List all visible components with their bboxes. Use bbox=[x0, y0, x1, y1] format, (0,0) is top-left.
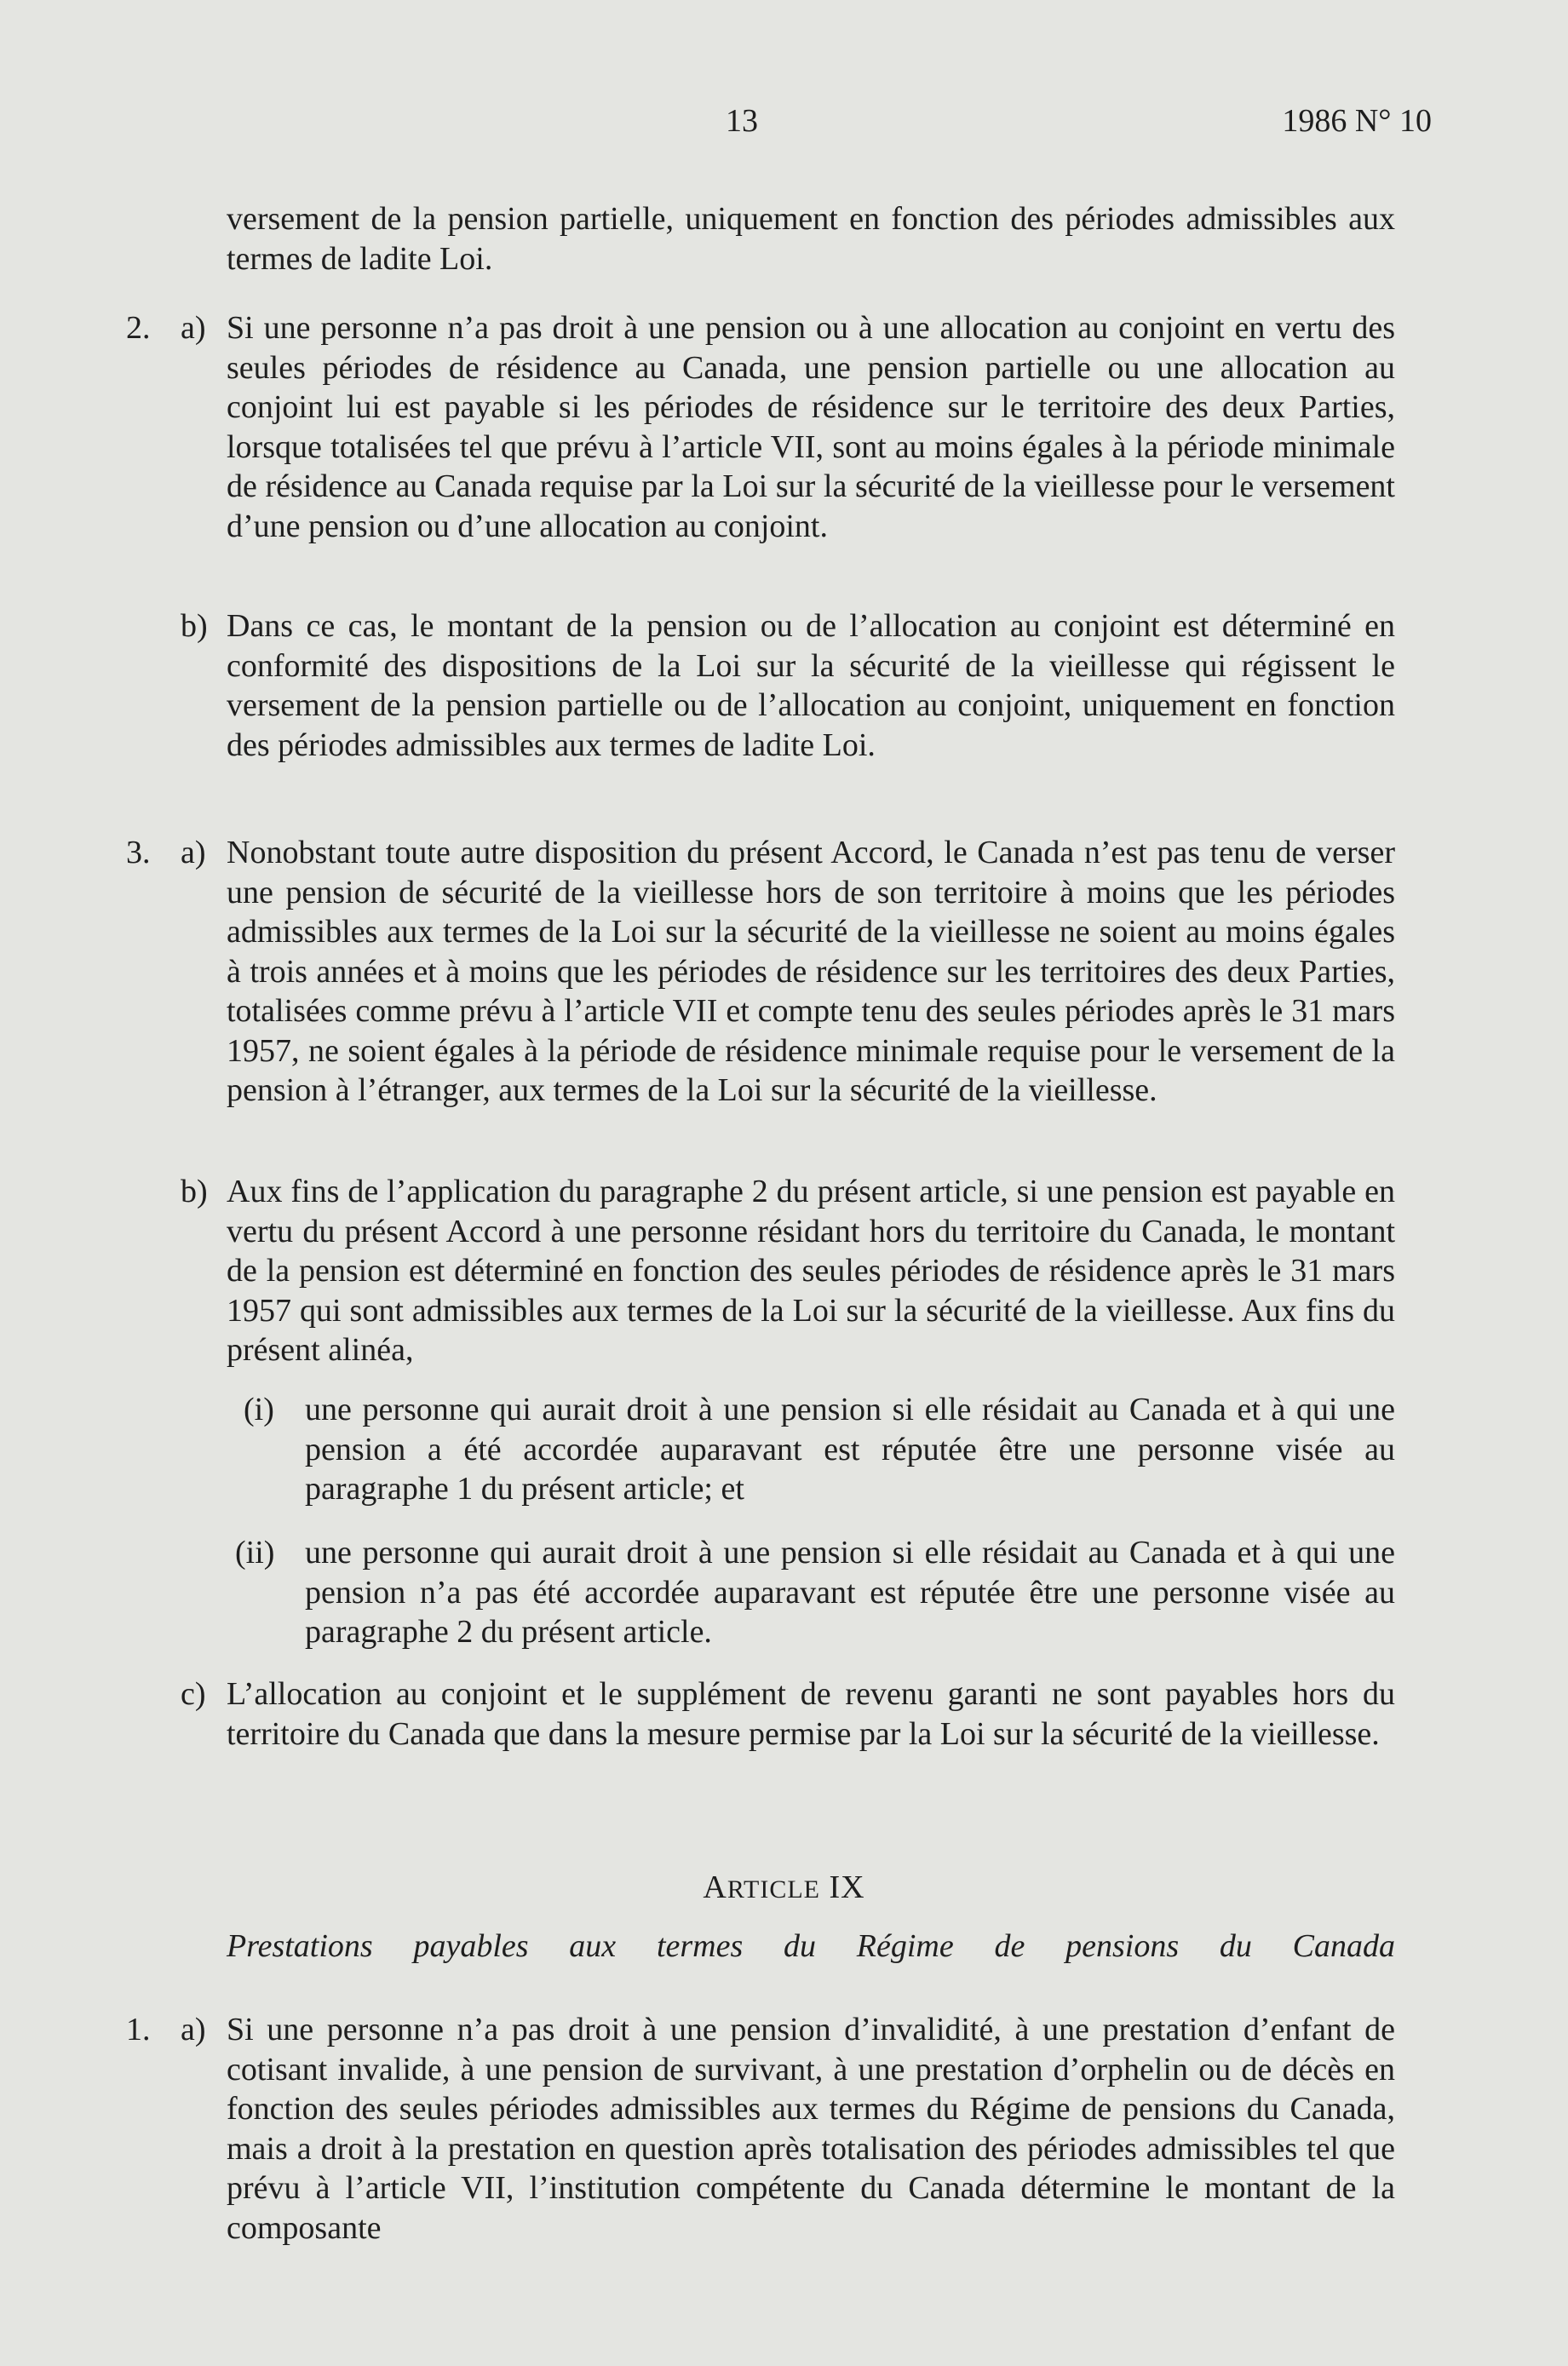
subclause-text: une personne qui aurait droit à une pension si elle résidait au Canada et à qui une pension a été accordée auparavant est réputée être une personne visée au paragraphe 1 du présent article; et bbox=[305, 1392, 1395, 1507]
subclause-text: une personne qui aurait droit à une pension si elle résidait au Canada et à qui une pension n’a pas été accordée auparavant est réputée être une personne visée au paragraphe 2 du présent article. bbox=[305, 1535, 1395, 1650]
clause-number: 2. bbox=[126, 310, 151, 346]
clause-text: Nonobstant toute autre disposition du présent Accord, le Canada n’est pas tenu de verser une pension de sécurité de la vieillesse hors de son territoire à moins que les périodes admissibles aux termes de la Loi sur la sécurité de la vieillesse ne soient au moins égales à trois années et à moins que les périodes de résidence sur les territoires des deux Parties, totalisées comme prévu à l’article VII et compte tenu des seules périodes après le 31 mars 1957, ne soient égales à la période de résidence minimale requise pour le versement de la pension à l’étranger, aux termes de la Loi sur la sécurité de la vieillesse. bbox=[227, 835, 1395, 1108]
clause-letter: b) bbox=[181, 1174, 208, 1209]
clause-text: Si une personne n’a pas droit à une pension d’invalidité, à une prestation d’enfant de cotisant invalide, à une pension de survivant, à une prestation d’orphelin ou de décès en fonction des seules périodes admissibles aux termes du Régime de pensions du Canada, mais a droit à la prestation en question après totalisation des périodes admissibles tel que prévu à l’article VII, l’institution compétente du Canada détermine le montant de la composante bbox=[227, 2012, 1395, 2246]
article-number: IX bbox=[829, 1869, 865, 1905]
clause-letter: a) bbox=[181, 310, 206, 346]
article-title-rest: RTICLE bbox=[727, 1875, 821, 1904]
subclause-label: (ii) bbox=[235, 1535, 275, 1571]
clause-number: 1. bbox=[126, 2012, 151, 2047]
clause-text: Si une personne n’a pas droit à une pension ou à une allocation au conjoint en vertu des seules périodes de résidence au Canada, une pension partielle ou une allocation au conjoint lui est payable si les périodes de résidence sur le territoire des deux Parties, lorsque totalisées tel que prévu à l’article VII, sont au moins égales à la période minimale de résidence au Canada requise par la Loi sur la sécurité de la vieillesse pour le versement d’une pension ou d’une allocation au conjoint. bbox=[227, 310, 1395, 544]
clause-letter: a) bbox=[181, 2012, 206, 2047]
article-subtitle: Prestations payables aux termes du Régime de pensions du Canada bbox=[227, 1928, 1395, 1964]
clause-text: Dans ce cas, le montant de la pension ou de l’allocation au conjoint est déterminé en conformité des dispositions de la Loi sur la sécurité de la vieillesse qui régissent le versement de la pension partielle ou de l’allocation au conjoint, uniquement en fonction des périodes admissibles aux termes de ladite Loi. bbox=[227, 608, 1395, 763]
clause-text: Aux fins de l’application du paragraphe 2 du présent article, si une pension est payable en vertu du présent Accord à une personne résidant hors du territoire du Canada, le montant de la pension est déterminé en fonction des seules périodes de résidence après le 31 mars 1957 qui sont admissibles aux termes de la Loi sur la sécurité de la vieillesse. Aux fins du présent alinéa, bbox=[227, 1174, 1395, 1368]
clause-letter: b) bbox=[181, 608, 208, 644]
clause-text: L’allocation au conjoint et le supplément de revenu garanti ne sont payables hors du territoire du Canada que dans la mesure permise par la Loi sur la sécurité de la vieillesse. bbox=[227, 1676, 1395, 1752]
page-number: 13 bbox=[726, 103, 758, 139]
clause-letter: c) bbox=[181, 1676, 206, 1712]
clause-letter: a) bbox=[181, 835, 206, 870]
clause-number: 3. bbox=[126, 835, 151, 870]
document-reference: 1986 N° 10 bbox=[1282, 103, 1432, 139]
subclause-label: (i) bbox=[244, 1392, 274, 1427]
article-title bbox=[0, 1867, 1568, 1910]
intro-paragraph: versement de la pension partielle, uniquement en fonction des périodes admissibles aux termes de ladite Loi. bbox=[227, 201, 1395, 277]
article-title-initial: A bbox=[703, 1869, 727, 1905]
